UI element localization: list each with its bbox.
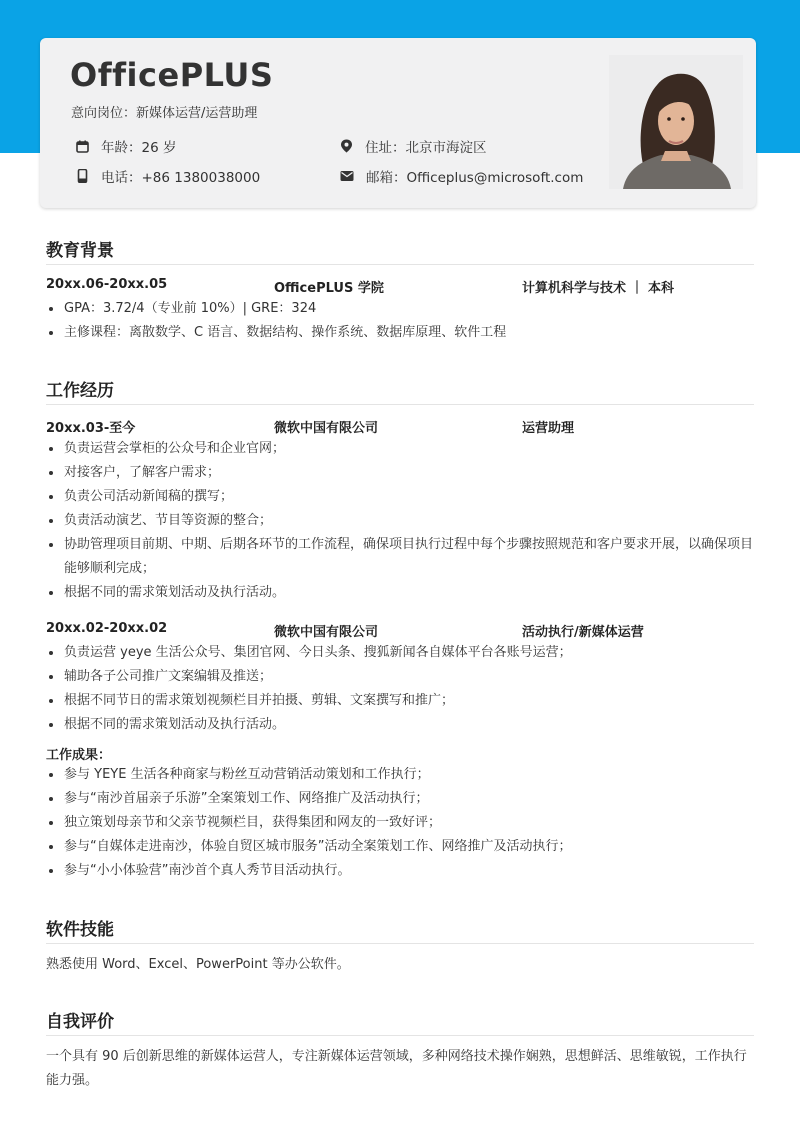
self-eval-text: 一个具有 90 后创新思维的新媒体运营人，专注新媒体运营领域，多种网络技术操作娴熟，思想鲜活、思维敏锐，工作执行能力强。 <box>46 1049 747 1088</box>
list-item: GPA：3.72/4（专业前 10%）| GRE：324 <box>46 297 758 321</box>
list-item: 主修课程：离散数学、C 语言、数据结构、操作系统、数据库原理、软件工程 <box>46 321 758 345</box>
education-bullets <box>46 297 758 345</box>
list-item: 根据不同的需求策划活动及执行活动。 <box>46 581 758 605</box>
list-item: 辅助各子公司推广文案编辑及推送； <box>46 665 758 689</box>
list-item: 独立策划母亲节和父亲节视频栏目，获得集团和网友的一致好评； <box>46 811 758 835</box>
email-icon <box>340 170 354 182</box>
header-card <box>40 38 756 208</box>
candidate-name: OfficePLUS <box>70 56 274 94</box>
section-divider <box>46 1035 754 1036</box>
education-school: OfficePLUS 学院 <box>274 281 384 296</box>
list-item: 参与 YEYE 生活各种商家与粉丝互动营销活动策划和工作执行； <box>46 763 758 787</box>
job-1-bullets <box>46 437 758 605</box>
intended-position: 意向岗位：新媒体运营/运营助理 <box>71 106 258 121</box>
education-section-title: 教育背景 <box>46 241 114 261</box>
job-role: 运营助理 <box>522 421 575 436</box>
list-item: 参与“小小体验营”南沙首个真人秀节目活动执行。 <box>46 859 758 883</box>
self-eval-section-title: 自我评价 <box>46 1012 114 1032</box>
section-divider <box>46 264 754 265</box>
phone-row <box>76 166 260 186</box>
location-pin-icon <box>340 139 353 153</box>
section-divider <box>46 404 754 405</box>
achievements-label: 工作成果： <box>46 748 112 763</box>
age-text: 年龄：26 岁 <box>101 140 177 156</box>
skills-text: 熟悉使用 Word、Excel、PowerPoint 等办公软件。 <box>46 957 350 972</box>
phone-text: 电话：+86 1380038000 <box>101 170 261 186</box>
section-divider <box>46 943 754 944</box>
email-row <box>340 166 583 186</box>
job-company: 微软中国有限公司 <box>274 625 379 640</box>
job-date: 20xx.03-至今 <box>46 421 136 436</box>
email-text: 邮箱：Officeplus@microsoft.com <box>366 170 584 186</box>
list-item: 对接客户，了解客户需求； <box>46 461 758 485</box>
calendar-icon <box>76 140 89 153</box>
achievements-bullets <box>46 763 758 883</box>
education-major: 计算机科学与技术 ｜ 本科 <box>522 281 675 296</box>
list-item: 负责公司活动新闻稿的撰写； <box>46 485 758 509</box>
address-text: 住址：北京市海淀区 <box>365 140 487 156</box>
list-item: 负责运营 yeye 生活公众号、集团官网、今日头条、搜狐新闻各自媒体平台各账号运营； <box>46 641 758 665</box>
skills-section-title: 软件技能 <box>46 920 114 940</box>
list-item: 根据不同节日的需求策划视频栏目并拍摄、剪辑、文案撰写和推广； <box>46 689 758 713</box>
list-item: 根据不同的需求策划活动及执行活动。 <box>46 713 758 737</box>
job-2-bullets <box>46 641 758 737</box>
profile-photo <box>609 55 743 189</box>
job-role: 活动执行/新媒体运营 <box>522 625 644 640</box>
work-section-title: 工作经历 <box>46 381 114 401</box>
list-item: 协助管理项目前期、中期、后期各环节的工作流程，确保项目执行过程中每个步骤按照规范和客户要求开展，以确保项目能够顺利完成； <box>46 533 758 581</box>
list-item: 参与“自媒体走进南沙，体验自贸区城市服务”活动全案策划工作、网络推广及活动执行； <box>46 835 758 859</box>
address-row <box>340 136 487 156</box>
age-row <box>76 136 176 156</box>
education-date: 20xx.06-20xx.05 <box>46 277 168 292</box>
list-item: 负责活动演艺、节目等资源的整合； <box>46 509 758 533</box>
job-date: 20xx.02-20xx.02 <box>46 621 168 636</box>
list-item: 参与“南沙首届亲子乐游”全案策划工作、网络推广及活动执行； <box>46 787 758 811</box>
phone-icon <box>76 169 89 183</box>
list-item: 负责运营会掌柜的公众号和企业官网； <box>46 437 758 461</box>
job-company: 微软中国有限公司 <box>274 421 379 436</box>
